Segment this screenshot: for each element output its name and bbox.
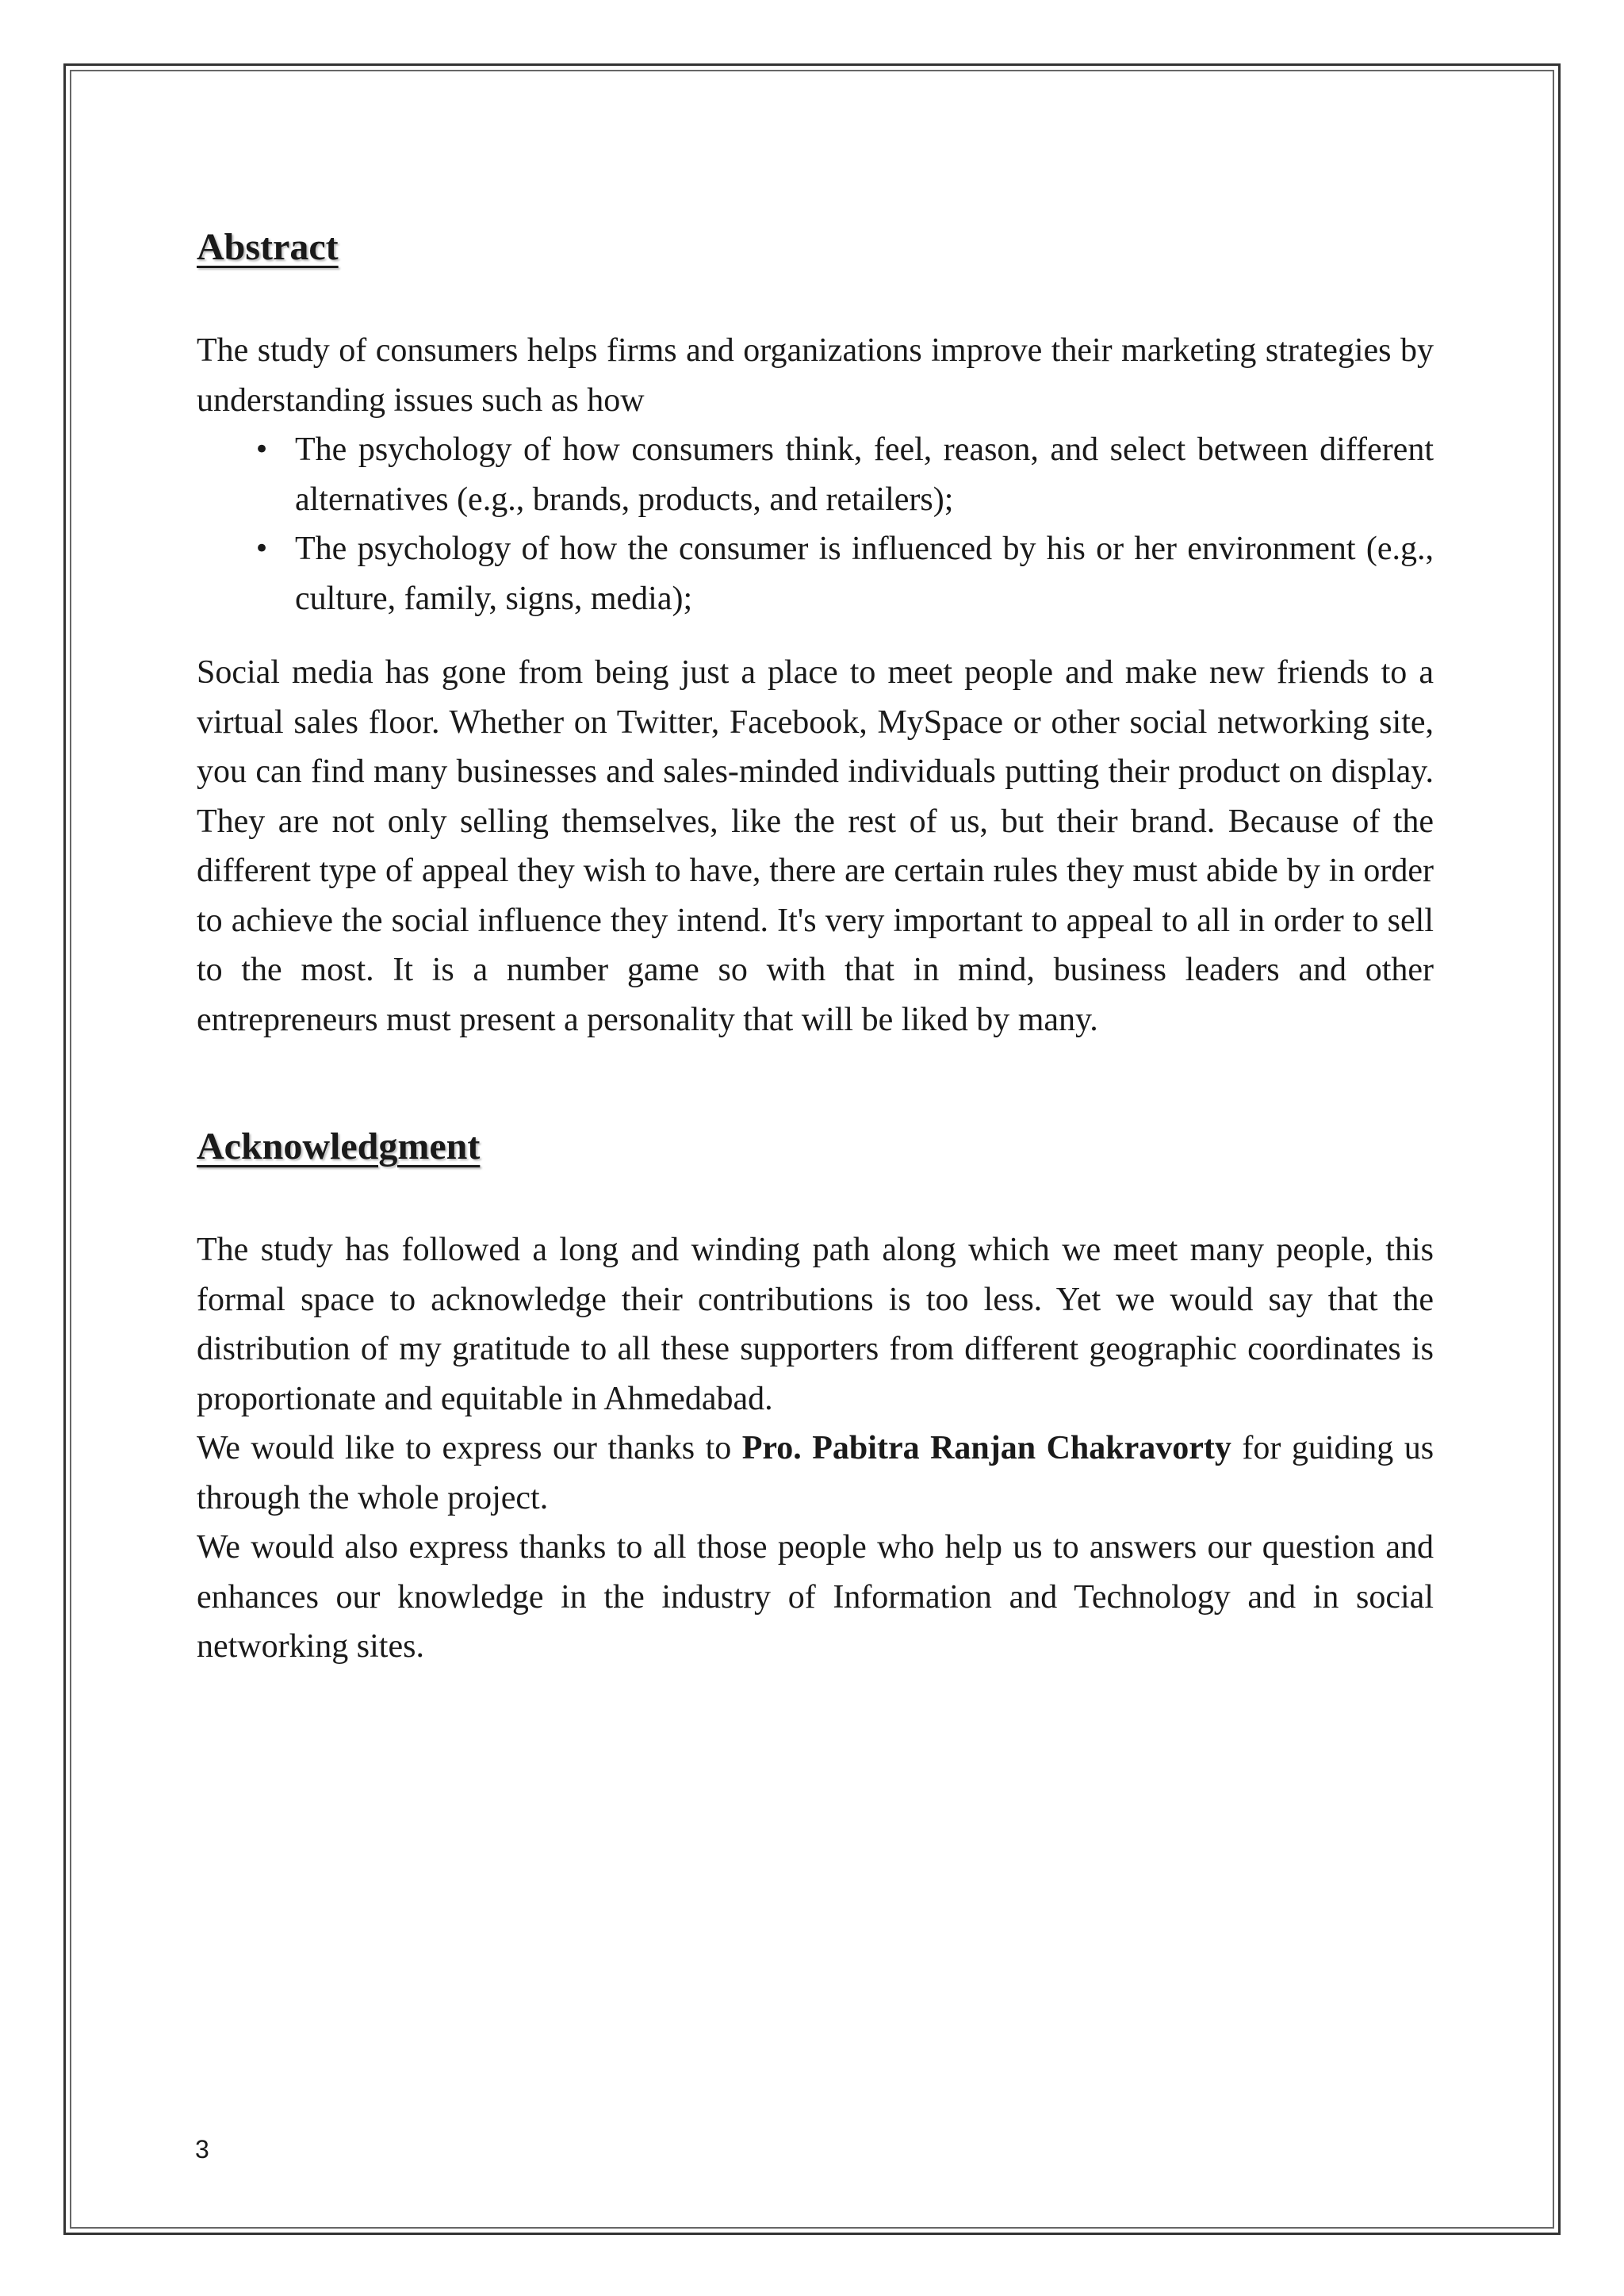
abstract-bullet-item: • The psychology of how the consumer is influenced by his or her environment (e.g., culture, family, signs, media); bbox=[295, 524, 1434, 623]
acknowledgment-para-3: We would also express thanks to all those people who help us to answers our question and enhances our knowledge in the industry of Information and Technology and in social networking sites. bbox=[197, 1529, 1434, 1665]
abstract-bullet-item: • The psychology of how consumers think, feel, reason, and select between different alternatives (e.g., brands, products, and retailers); bbox=[295, 425, 1434, 524]
abstract-body: Social media has gone from being just a place to meet people and make new friends to a virtual sales floor. Whether on Twitter, Facebook, MySpace or other social networking site, you can find many businesses and sales-minded individuals putting their product on display. They are not only selling themselves, like the rest of us, but their brand. Because of the different type of appeal they wish to have, there are certain rules they must abide by in order to achieve the social influence they intend. It's very important to appeal to all in order to sell to the most. It is a number game so with that in mind, business leaders and other entrepreneurs must present a personality that will be liked by many. bbox=[197, 654, 1434, 1038]
guide-name: Pro. Pabitra Ranjan Chakravorty bbox=[741, 1430, 1231, 1466]
acknowledgment-heading: Acknowledgment bbox=[197, 1125, 481, 1167]
thanks-suffix: for guiding us through the whole project. bbox=[197, 1430, 1434, 1516]
abstract-bullet-list bbox=[197, 425, 1434, 623]
abstract-heading: Abstract bbox=[197, 226, 339, 268]
acknowledgment-thanks bbox=[197, 1424, 1434, 1523]
acknowledgment-para-1: The study has followed a long and winding path along which we meet many people, this formal space to acknowledge their contributions is too less. Yet we would say that the distribution of my gratitude to all these supporters from different geographic coordinates is proportionate and equitable in Ahmedabad. bbox=[197, 1232, 1434, 1417]
page-content bbox=[197, 224, 1434, 1672]
abstract-intro: The study of consumers helps firms and organizations improve their marketing strategies by understanding issues such as how bbox=[197, 332, 1434, 419]
thanks-prefix: We would like to express our thanks to bbox=[197, 1430, 732, 1466]
page-number: 3 bbox=[195, 2135, 209, 2164]
